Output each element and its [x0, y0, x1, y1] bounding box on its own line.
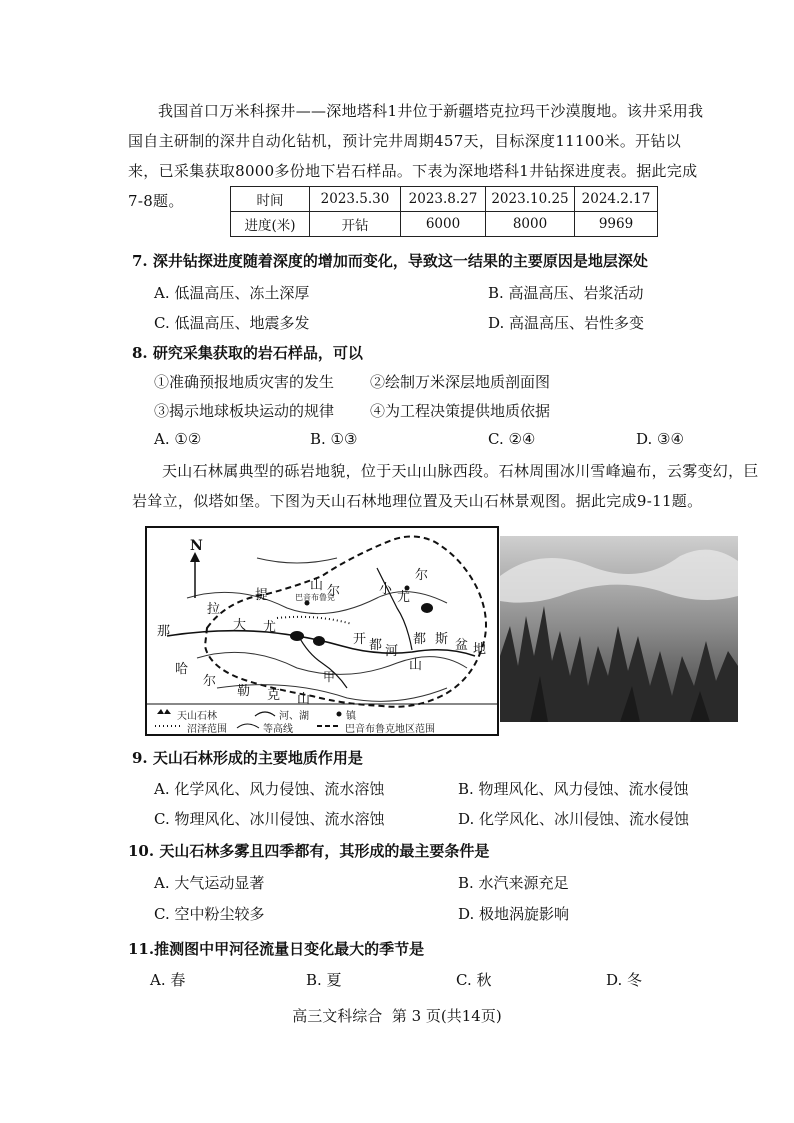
passage-tianshan-stone-forest: 天山石林属典型的砾岩地貌，位于天山山脉西段。石林周围冰川雪峰遍布，云雾变幻，巨岩耸立，似塔如堡。下图为天山石林地理位置及天山石林景观图。据此完成9-11题。: [132, 462, 759, 510]
table-header-row: [231, 187, 658, 212]
legend-swamp: 沼泽范围: [187, 724, 227, 735]
location-map: [145, 526, 499, 736]
map-label: 尤: [397, 590, 411, 605]
table-cell: 2023.5.30: [310, 187, 401, 212]
q11-option-d[interactable]: D. 冬: [606, 971, 643, 989]
table-cell: 9969: [575, 212, 658, 237]
q9-option-b[interactable]: B. 物理风化、风力侵蚀、流水侵蚀: [458, 780, 689, 798]
legend-town: 镇: [346, 711, 356, 722]
stone-forest-photo: [500, 536, 738, 722]
table-cell: 8000: [486, 212, 575, 237]
table-cell: 2023.10.25: [486, 187, 575, 212]
q7-option-d[interactable]: D. 高温高压、岩性多变: [488, 314, 645, 332]
question-7-stem: 7. 深井钻探进度随着深度的增加而变化，导致这一结果的主要原因是地层深处: [132, 252, 648, 270]
table-cell: 2024.2.17: [575, 187, 658, 212]
q9-option-d[interactable]: D. 化学风化、冰川侵蚀、流水侵蚀: [458, 810, 690, 828]
map-label: 勒: [237, 684, 251, 699]
passage-deep-well: 我国首口万米科探井——深地塔科1井位于新疆塔克拉玛干沙漠腹地。该井采用我国自主研制的深井自动化钻机，预计完井周期457天，目标深度11100米。开钻以来，已采集获取8000多份地下岩石样品。下表为深地塔科1井钻探进度表。据此完成7-8题。: [128, 102, 704, 210]
map-label: 尤: [263, 620, 277, 635]
map-label: 山: [310, 578, 324, 593]
map-label: 克: [267, 688, 281, 703]
q7-option-a[interactable]: A. 低温高压、冻土深厚: [154, 284, 310, 302]
swamp-range: [277, 617, 352, 624]
table-row: [231, 212, 658, 237]
table-cell: 时间: [231, 187, 310, 212]
map-label: 都: [369, 638, 383, 653]
q8-option-c[interactable]: C. ②④: [488, 430, 536, 448]
table-cell: 2023.8.27: [401, 187, 486, 212]
q8-option-d[interactable]: D. ③④: [636, 430, 684, 448]
q10-option-c[interactable]: C. 空中粉尘较多: [154, 905, 265, 923]
town-legend-icon: [337, 712, 342, 717]
q7-option-b[interactable]: B. 高温高压、岩浆活动: [488, 284, 644, 302]
map-label: 斯: [435, 632, 449, 647]
legend-region-boundary: 巴音布鲁克地区范围: [345, 724, 435, 735]
lake: [421, 603, 433, 613]
q8-option-b[interactable]: B. ①③: [310, 430, 358, 448]
drilling-progress-table: [230, 186, 658, 237]
stone-forest-legend-icon: [157, 709, 171, 714]
river-legend-icon: [255, 712, 275, 716]
map-label: 尔: [327, 584, 341, 599]
map-label: 都: [413, 632, 427, 647]
contour-line: [257, 558, 337, 563]
map-label: 哈: [175, 662, 189, 677]
question-8-stem: 8. 研究采集获取的岩石样品，可以: [132, 344, 363, 362]
stone-forest-marker: [313, 636, 325, 646]
map-label: 大: [233, 618, 247, 633]
map-label: 河: [385, 644, 399, 659]
question-10-stem: 10. 天山石林多雾且四季都有，其形成的最主要条件是: [128, 842, 490, 860]
question-11-stem: 11.推测图中甲河径流量日变化最大的季节是: [128, 940, 425, 958]
q7-option-c[interactable]: C. 低温高压、地震多发: [154, 314, 310, 332]
map-label: 地: [473, 642, 487, 657]
map-label: 拉: [207, 602, 221, 617]
stone-forest-marker: [290, 631, 304, 641]
map-label: 开: [353, 632, 367, 647]
map-label: 提: [255, 588, 269, 603]
q11-option-c[interactable]: C. 秋: [456, 971, 492, 989]
q8-option-a[interactable]: A. ①②: [154, 430, 202, 448]
contour-legend-icon: [237, 724, 259, 728]
town-label: 巴音布鲁克: [295, 593, 335, 602]
north-label: N: [190, 538, 203, 554]
river-jia-label: 甲: [323, 670, 336, 684]
q11-option-b[interactable]: B. 夏: [306, 971, 342, 989]
q8-item-2: ②绘制万米深层地质剖面图: [370, 373, 551, 391]
q8-item-1: ①准确预报地质灾害的发生: [154, 373, 335, 391]
table-cell: 6000: [401, 212, 486, 237]
page-footer: 高三文科综合 第 3 页(共14页): [292, 1007, 502, 1025]
stone-forest-landscape-image: [500, 536, 738, 722]
map-label: 盆: [455, 638, 469, 653]
map-label: 山: [297, 692, 311, 707]
q8-item-3: ③揭示地球板块运动的规律: [154, 402, 335, 420]
q10-option-d[interactable]: D. 极地涡旋影响: [458, 905, 570, 923]
q9-option-a[interactable]: A. 化学风化、风力侵蚀、流水溶蚀: [154, 780, 385, 798]
q10-option-b[interactable]: B. 水汽来源充足: [458, 874, 569, 892]
table-cell: 开钻: [310, 212, 401, 237]
q10-option-a[interactable]: A. 大气运动显著: [154, 874, 265, 892]
q8-item-4: ④为工程决策提供地质依据: [370, 402, 551, 420]
map-label: 那: [157, 624, 171, 639]
contour-line: [217, 685, 447, 702]
map-label: 小: [379, 582, 393, 597]
legend-stone-forest: 天山石林: [177, 711, 217, 722]
table-cell: 进度(米): [231, 212, 310, 237]
map-label: 尔: [203, 674, 217, 689]
map-label: 山: [409, 658, 423, 673]
map-label: 尔: [415, 568, 429, 583]
legend-river-lake: 河、湖: [279, 711, 309, 722]
q9-option-c[interactable]: C. 物理风化、冰川侵蚀、流水溶蚀: [154, 810, 385, 828]
q11-option-a[interactable]: A. 春: [150, 971, 186, 989]
legend-contour: 等高线: [263, 724, 293, 735]
question-9-stem: 9. 天山石林形成的主要地质作用是: [132, 749, 363, 767]
